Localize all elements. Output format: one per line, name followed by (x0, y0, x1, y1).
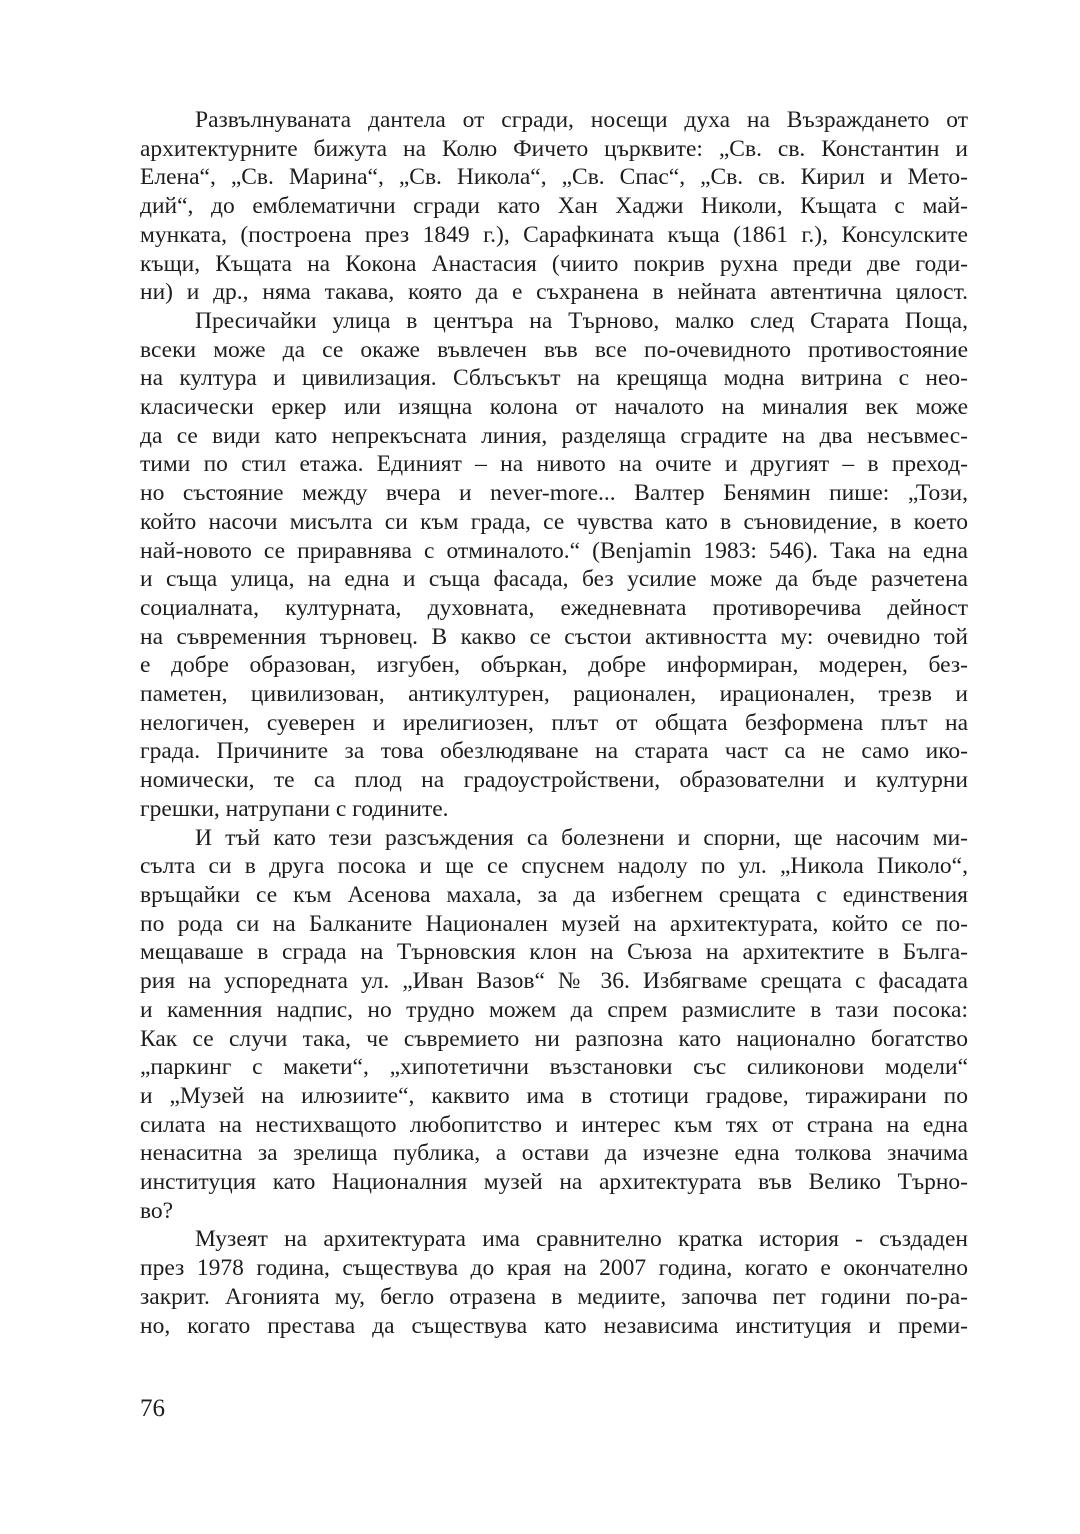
text-line: Елена“, „Св. Марина“, „Св. Никола“, „Св. Спас“, „Св. св. Кирил и Мето- (140, 164, 968, 191)
text-line: силата на нестихващото любопитство и интерес към тях от страна на една (140, 1111, 968, 1138)
text-line: мунката, (построена през 1849 г.), Сарафкината къща (1861 г.), Консулските (140, 221, 968, 248)
text-line: но, когато престава да съществува като независима институция и преми- (140, 1312, 968, 1339)
text-line: И тъй като тези разсъждения са болезнени и спорни, ще насочим ми- (195, 824, 968, 851)
text-line: номически, те са плод на градоустройствени, образователни и културни (140, 767, 968, 794)
page-text (140, 106, 968, 1340)
text-line: и каменния надпис, но трудно можем да спрем размислите в тази посока: (140, 996, 968, 1023)
paragraph (140, 307, 968, 824)
text-line: рия на успоредната ул. „Иван Вазов“ № 36. Избягваме срещата с фасадата (140, 968, 968, 995)
text-line: е добре образован, изгубен, объркан, добре информиран, модерен, без- (140, 652, 968, 679)
paragraph (140, 824, 968, 1226)
text-line: Как се случи така, че съвремието ни разпозна като национално богатство (140, 1025, 968, 1052)
text-line: „паркинг с макети“, „хипотетични възстановки със силиконови модели“ (140, 1054, 968, 1081)
text-line: града. Причините за това обезлюдяване на старата част са не само ико- (140, 738, 968, 765)
text-line: на съвременния търновец. В какво се състои активността му: очевидно той (140, 623, 968, 650)
text-line: къщи, Къщата на Кокона Анастасия (чиито покрив рухна преди две годи- (140, 250, 968, 277)
paragraph (140, 106, 968, 307)
text-line: Пресичайки улица в центъра на Търново, малко след Старата Поща, (195, 307, 968, 334)
text-line: архитектурните бижута на Колю Фичето църквите: „Св. св. Константин и (140, 135, 968, 162)
text-line: нелогичен, суеверен и ирелигиозен, плът от общата безформена плът на (140, 709, 968, 736)
text-line: на култура и цивилизация. Сблъсъкът на крещяща модна витрина с нео- (140, 365, 968, 392)
text-line: Развълнуваната дантела от сгради, носещи духа на Възраждането от (195, 107, 968, 133)
text-line: връщайки се към Асенова махала, за да избегнем срещата с единствения (140, 881, 968, 908)
text-line: всеки може да се окаже въвлечен във все по-очевидното противостояние (140, 336, 968, 363)
text-line: институция като Националния музей на архитектурата във Велико Търно- (140, 1169, 968, 1196)
text-line: по рода си на Балканите Национален музей на архитектурата, който се по- (140, 910, 968, 937)
text-line: тими по стил етажа. Единият – на нивото на очите и другият – в преход- (140, 451, 968, 478)
text-line: класически еркер или изящна колона от началото на миналия век може (140, 394, 968, 421)
text-line: во? (140, 1197, 174, 1224)
text-line: закрит. Агонията му, бегло отразена в медиите, започва пет години по-ра- (140, 1283, 968, 1310)
text-line: паметен, цивилизован, антикултурен, рационален, ирационален, трезв и (140, 681, 968, 708)
text-line: да се види като непрекъсната линия, разделяща сградите на два несъвмес- (140, 422, 968, 449)
text-line: който насочи мисълта си към града, се чувства като в съновидение, в което (140, 508, 968, 535)
text-line: социалната, културната, духовната, ежедневната противоречива дейност (140, 594, 968, 621)
text-line: ненаситна за зрелища публика, а остави да изчезне една толкова значима (140, 1140, 968, 1167)
paragraph (140, 1225, 968, 1340)
text-line: най-новото се приравнява с отминалото.“ (Benjamin 1983: 546). Така на една (140, 537, 968, 564)
text-line: Музеят на архитектурата има сравнително кратка история - създаден (195, 1226, 968, 1253)
text-line: през 1978 година, съществува до края на 2007 година, когато е окончателно (140, 1255, 968, 1282)
text-line: и „Музей на илюзиите“, каквито има в стотици градове, тиражирани по (140, 1082, 968, 1109)
text-line: мещаваше в сграда на Търновския клон на Съюза на архитектите в Бълга- (140, 939, 968, 966)
text-line: ни) и др., няма такава, която да е съхранена в нейната автентична цялост. (140, 279, 968, 306)
text-line: сълта си в друга посока и ще се спуснем надолу по ул. „Никола Пиколо“, (140, 853, 968, 880)
page-number: 76 (140, 1395, 165, 1422)
text-line: но състояние между вчера и never-more... Валтер Бенямин пише: „Този, (140, 480, 968, 507)
text-line: грешки, натрупани с годините. (140, 795, 449, 822)
text-line: и съща улица, на една и съща фасада, без усилие може да бъде разчетена (140, 566, 968, 593)
text-line: дий“, до емблематични сгради като Хан Хаджи Николи, Къщата с май- (140, 193, 968, 220)
